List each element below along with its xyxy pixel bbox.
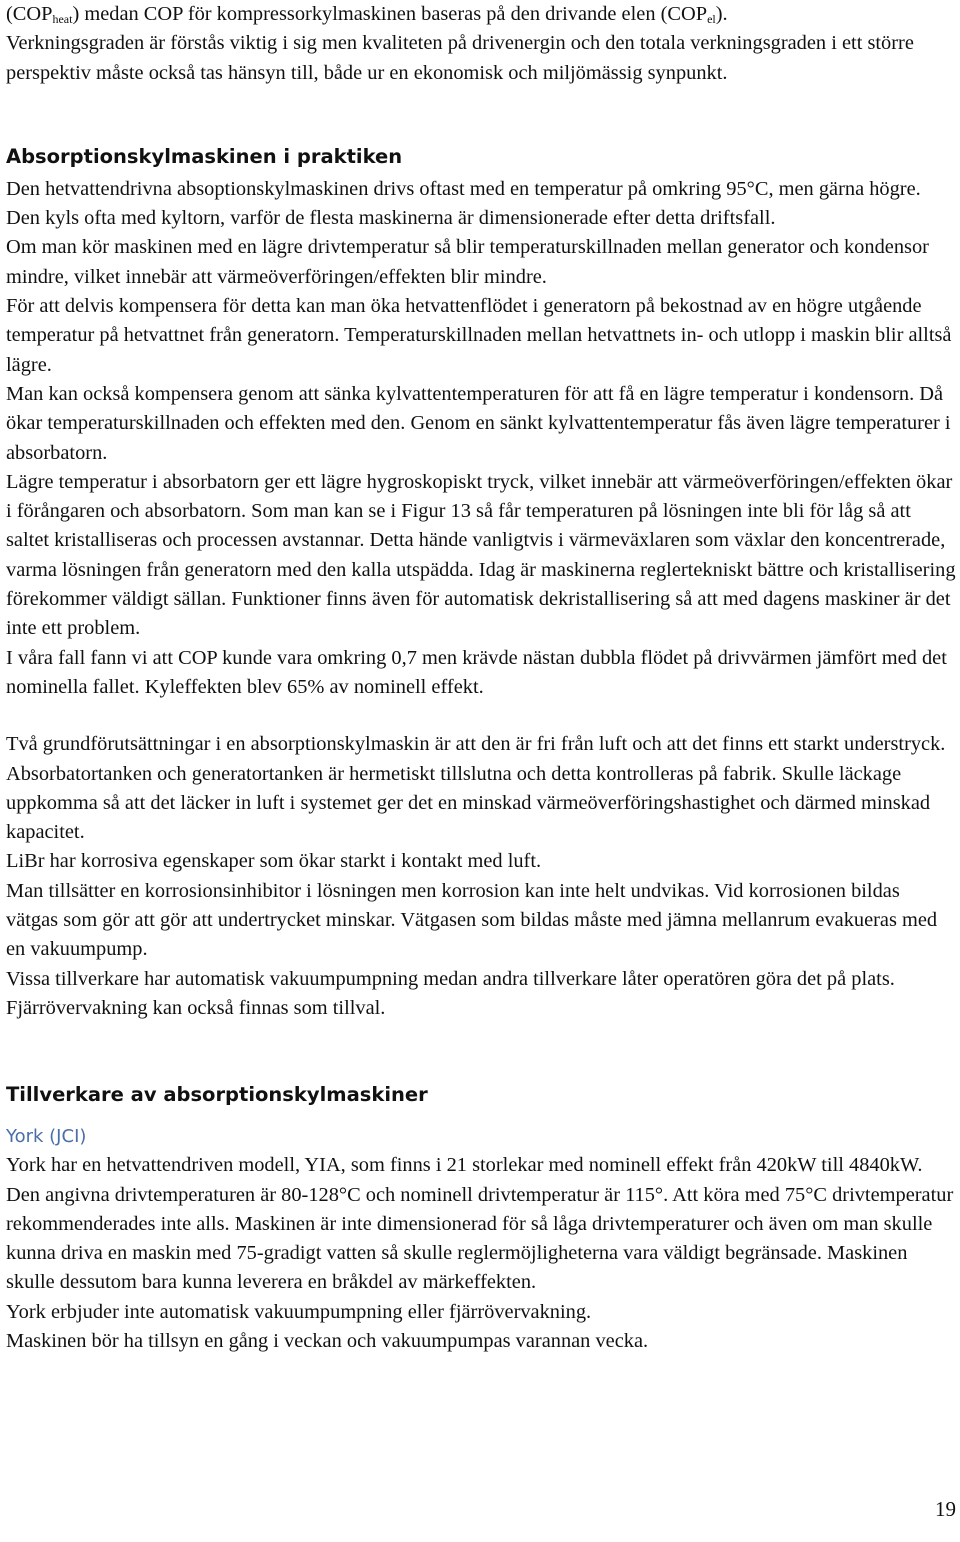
document-page (6, 0, 956, 1356)
paragraph: Lägre temperatur i absorbatorn ger ett lägre hygroskopiskt tryck, vilket innebär att värmeöverföringen/effekten ökar i förångaren och absorbatorn. Som man kan se i Figur 13 så får temperaturen på lösningen inte bli för låg så att saltet kristalliseras och processen avstannar. Detta hände vanligtvis i värmeväxlaren som växlar den koncentrerade, varma lösningen från generatorn med den kalla utspädda. Idag är maskinerna reglertekniskt bättre och kristallisering förekommer väldigt sällan. Funktioner finns även för automatisk dekristallisering så att med dagens maskiner är det inte ett problem. (6, 470, 956, 640)
intro-paragraph: Verkningsgraden är förstås viktig i sig men kvaliteten på drivenergin och den totala verkningsgraden i ett större perspektiv måste också tas hänsyn till, både ur en ekonomisk och miljömässig synpunkt. (6, 32, 914, 84)
page-number: 19 (935, 1497, 956, 1521)
section-heading: Absorptionskylmaskinen i praktiken (6, 144, 403, 168)
paragraph: York erbjuder inte automatisk vakuumpumpning eller fjärrövervakning. (6, 1300, 592, 1323)
subscript-heat: heat (52, 12, 73, 26)
subsection-heading: York (JCI) (6, 1126, 87, 1148)
paragraph: Maskinen bör ha tillsyn en gång i veckan och vakuumpumpas varannan vecka. (6, 1329, 649, 1352)
paragraph: LiBr har korrosiva egenskaper som ökar starkt i kontakt med luft. (6, 850, 542, 873)
paragraph: Man kan också kompensera genom att sänka kylvattentemperaturen för att få en lägre temperatur i kondensorn. Då ökar temperaturskillnaden och effekten med den. Genom en sänkt kylvattentemperatur fås även lägre temperaturer i absorbatorn. (6, 382, 951, 464)
paragraph: I våra fall fann vi att COP kunde vara omkring 0,7 men krävde nästan dubbla flödet på drivvärmen jämfört med det nominella fallet. Kyleffekten blev 65% av nominell effekt. (6, 646, 947, 698)
intro-line (6, 0, 956, 29)
paragraph: Vissa tillverkare har automatisk vakuumpumpning medan andra tillverkare låter operatören göra det på plats. Fjärrövervakning kan också finnas som tillval. (6, 967, 895, 1019)
section-heading: Tillverkare av absorptionskylmaskiner (6, 1083, 428, 1107)
intro-text-2: ) medan COP för kompressorkylmaskinen baseras på den drivande elen (COP (72, 3, 708, 25)
intro-text-3: ). (715, 3, 728, 25)
paragraph: Man tillsätter en korrosionsinhibitor i lösningen men korrosion kan inte helt undvikas. Vid korrosionen bildas vätgas som gör att gör att undertrycket minskar. Vätgasen som bildas måste med jämna mellanrum evakueras med en vakuumpump. (6, 879, 938, 961)
paragraph: Den hetvattendrivna absoptionskylmaskinen drivs oftast med en temperatur på omkring 95°C, men gärna högre. Den kyls ofta med kyltorn, varför de flesta maskinerna är dimensionerade efter detta driftsfall. (6, 177, 921, 230)
paragraph: Två grundförutsättningar i en absorptionskylmaskin är att den är fri från luft och att det finns ett starkt understryck. Absorbatortanken och generatortanken är hermetiskt tillslutna och detta kontrolleras på fabrik. Skulle läckage uppkomma så att det läcker in luft i systemet ger det en minskad värmeöverföringshastighet och därmed minskad kapacitet. (6, 733, 946, 844)
paragraph: York har en hetvattendriven modell, YIA, som finns i 21 storlekar med nominell effekt från 420kW till 4840kW. Den angivna drivtemperaturen är 80-128°C och nominell drivtemperatur är 115°. Att köra med 75°C drivtemperatur rekommenderades inte alls. Maskinen är inte dimensionerad för så låga drivtemperaturer och även om man skulle kunna driva en maskin med 75-gradigt vatten så skulle reglermöjligheterna vara väldigt begränsade. Maskinen skulle dessutom bara kunna leverera en bråkdel av märkeffekten. (6, 1154, 954, 1294)
subscript-el: el (707, 12, 716, 26)
paragraph: För att delvis kompensera för detta kan man öka hetvattenflödet i generatorn på bekostnad av en högre utgående temperatur på hetvattnet från generatorn. Temperaturskillnaden mellan hetvattnets in- och utlopp i maskin blir alltså lägre. (6, 295, 952, 376)
paragraph: Om man kör maskinen med en lägre drivtemperatur så blir temperaturskillnaden mellan generator och kondensor mindre, vilket innebär att värmeöverföringen/effekten blir mindre. (6, 236, 929, 288)
intro-text-1: (COP (6, 3, 53, 25)
